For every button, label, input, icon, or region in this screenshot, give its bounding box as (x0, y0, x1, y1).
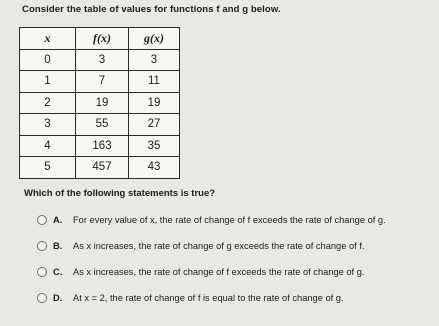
option-d[interactable] (37, 290, 344, 306)
question-text: Which of the following statements is true? (24, 188, 216, 199)
cell-g: 11 (129, 71, 180, 93)
cell-x: 1 (20, 71, 76, 93)
option-text: At x = 2, the rate of change of f is equal to the rate of change of g. (73, 293, 344, 303)
option-text: As x increases, the rate of change of f exceeds the rate of change of g. (73, 267, 365, 277)
header-f: f(x) (76, 28, 129, 50)
cell-g: 3 (129, 49, 180, 71)
cell-g: 27 (129, 114, 180, 136)
cell-f: 3 (76, 49, 129, 71)
table-header-row (20, 28, 180, 50)
cell-x: 5 (20, 157, 76, 179)
cell-g: 19 (129, 92, 180, 114)
radio-button-c[interactable] (37, 267, 47, 277)
option-letter: A. (53, 215, 63, 225)
table-row (20, 92, 180, 114)
table-row (20, 49, 180, 71)
cell-f: 457 (76, 157, 129, 179)
table-row (20, 71, 180, 93)
cell-f: 7 (76, 71, 129, 93)
table-row (20, 157, 180, 179)
radio-button-d[interactable] (37, 293, 47, 303)
header-g: g(x) (129, 28, 180, 50)
cell-x: 0 (20, 49, 76, 71)
values-table (19, 27, 180, 179)
radio-button-a[interactable] (37, 215, 47, 225)
cell-x: 3 (20, 114, 76, 136)
option-b[interactable] (37, 238, 364, 254)
option-a[interactable] (37, 212, 386, 228)
question-prompt: Consider the table of values for functions f and g below. (22, 4, 281, 15)
table-row (20, 114, 180, 136)
option-letter: B. (53, 241, 63, 251)
cell-g: 35 (129, 135, 180, 157)
option-c[interactable] (37, 264, 364, 280)
cell-x: 4 (20, 135, 76, 157)
option-letter: D. (53, 293, 63, 303)
cell-x: 2 (20, 92, 76, 114)
option-text: As x increases, the rate of change of g exceeds the rate of change of f. (73, 241, 365, 251)
option-letter: C. (53, 267, 63, 277)
cell-f: 163 (76, 135, 129, 157)
radio-button-b[interactable] (37, 241, 47, 251)
cell-g: 43 (129, 157, 180, 179)
table-row (20, 135, 180, 157)
cell-f: 19 (76, 92, 129, 114)
header-x: x (20, 28, 76, 50)
option-text: For every value of x, the rate of change of f exceeds the rate of change of g. (73, 215, 386, 225)
cell-f: 55 (76, 114, 129, 136)
